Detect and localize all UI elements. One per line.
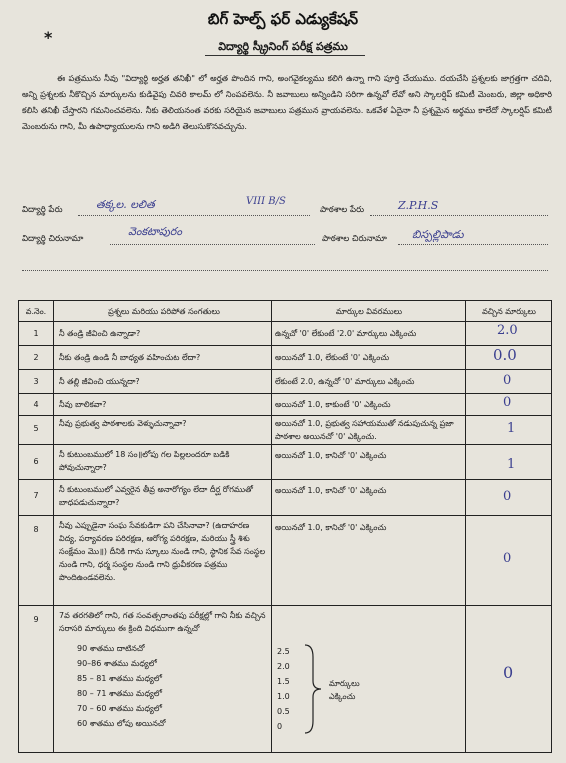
student-name-value[interactable]: తక్కల. లలిత [96, 198, 155, 211]
header-marks-details: మార్కుల వివరములు [335, 307, 403, 316]
percentage-ranges [77, 641, 267, 731]
score-item: 2.5 [277, 647, 290, 656]
school-address-label: పాఠశాల చిరునామా [322, 234, 387, 244]
range-item: 60 శాతము లోపు అయినచో [77, 719, 166, 728]
row-marks-value[interactable]: 0 [503, 373, 512, 388]
school-name-label: పాఠశాల పేరు [320, 205, 365, 215]
school-name-line [370, 215, 548, 216]
header-questions: ప్రశ్నలు మరియు పరిపోత సంగతులు [108, 307, 220, 316]
score-item: 0 [277, 722, 283, 731]
marks-entry-label: మార్కులు ఎక్కించు [329, 679, 360, 701]
row-marks-rule: అయినచో 1.0, కాకుంటే '0' ఎక్కించు [275, 400, 391, 409]
student-address-value[interactable]: వెంకటాపురం [128, 225, 182, 238]
row-question: నీ కుటుంబములో 18 సం॥లోపు గల పిల్లలందరూ బడికి పోవుచున్నారా? [59, 450, 230, 472]
score-item: 0.5 [277, 707, 290, 716]
range-item: 70 – 60 శాతము మధ్యలో [77, 704, 162, 713]
student-class-value[interactable]: VIII B/S [246, 196, 286, 207]
row-marks-value[interactable]: 0 [503, 551, 512, 566]
row-marks-rule: అయినచో 1.0, ప్రభుత్వ సహాయముతో నడుపుచున్న ప్రజా పాఠశాల అయినచో '0' ఎక్కించు. [275, 419, 454, 441]
score-item: 1.5 [277, 677, 290, 686]
row-marks-value[interactable]: 2.0 [497, 323, 518, 338]
row-question: 7వ తరగతిలో గాని, గత సంవత్సరాంతపు పరీక్షల్లో గాని నీకు వచ్చిన సరాసరి మార్కులు ఈ క్రింది విధముగా ఉన్నచో [59, 611, 266, 633]
row-number: 4 [33, 400, 39, 409]
student-address-line [110, 244, 315, 245]
row-marks-rule: అయినచో 1.0, లేకుంటే '0' ఎక్కించు [275, 353, 390, 362]
range-item: 90–86 శాతము మధ్యలో [77, 659, 157, 668]
student-address-label: విద్యార్థి చిరునామా [22, 234, 84, 244]
row-question: నీవు బాలికవా? [59, 400, 107, 409]
questions-table [18, 300, 552, 753]
row-marks-rule: అయినచో 1.0, కానిచో '0' ఎక్కించు [275, 486, 387, 495]
page-title: బిగ్ హెల్ప్ ఫర్ ఎడ్యుకేషన్ [207, 10, 359, 28]
header-marks-obtained: వచ్చిన మార్కులు [482, 307, 536, 316]
row-number: 2 [33, 353, 39, 362]
row-number: 8 [33, 525, 39, 534]
row-number: 5 [33, 424, 39, 433]
row-marks-value[interactable]: 0 [503, 489, 512, 504]
row-question: నీ తల్లి జీవించి యున్నదా? [59, 377, 140, 386]
range-item: 85 – 81 శాతము మధ్యలో [77, 674, 162, 683]
row-number: 7 [33, 491, 39, 500]
extra-dotted-line [22, 270, 548, 271]
row-number: 1 [33, 329, 39, 338]
row-number: 9 [33, 615, 39, 624]
student-name-line [78, 215, 310, 216]
school-address-line [398, 244, 548, 245]
row-question: నీ తండ్రి జీవించి ఉన్నాడా? [59, 329, 141, 338]
row-marks-value[interactable]: 0.0 [493, 346, 517, 364]
row-question: నీవు ప్రభుత్వ పాఠశాలకు వెళ్ళుచున్నావా? [59, 419, 187, 428]
row-marks-rule: అయినచో 1.0, కానిచో '0' ఎక్కించు [275, 523, 387, 532]
brace-icon [301, 643, 325, 735]
instructions-paragraph: ఈ పత్రమును నీవు "విద్యార్థి అర్హత తనిఖీ" లో అర్హత పొందిన గాని, అంగవైకల్యము కలిగి ఉన్నా గాని పూర్తి చేయుము. దయచేసి ప్రశ్నలకు జాగ్రత్తగా చదివి, అన్ని ప్రశ్నలకు నీకొచ్చిన మార్కులను కుడివైపు చివరి కాలమ్ లో నింపవలెను. నీ జవాబులు అన్నిండిని సరిగా ఉన్నవో లేవో అని స్కాలర్షిప్ కమిటీ మెంబరు, జిల్లా అధికారి కలిసి తనిఖీ చేస్తారని గమనించవలెను. నీకు తెలియనంత వరకు సరియైన జవాబులు పత్రమున వ్రాయవలెను. ఒకవేళ ఏదైనా నీ ప్రశ్నమైన అర్థము కాలేదో స్కాలర్షిప్ కమిటీ మెంబరును గాని, మీ ఉపాధ్యాయులను గాని అడిగి తెలుసుకొనవచ్చును. [22, 73, 552, 131]
row-question: నీకు తండ్రి ఉండి నీ బాధ్యత వహించుట లేదా? [59, 353, 201, 362]
header-serial: వ.నెం. [25, 307, 47, 316]
row-marks-value[interactable]: 0 [503, 395, 512, 410]
school-name-value[interactable]: Z.P.H.S [398, 199, 439, 212]
range-item: 80 – 71 శాతము మధ్యలో [77, 689, 162, 698]
row-marks-rule: అయినచో 1.0, కానిచో '0' ఎక్కించు [275, 451, 387, 460]
score-item: 2.0 [277, 662, 290, 671]
subtitle-underline [205, 55, 365, 56]
row-question: నీ కుటుంబములో ఎవ్వరైన తీవ్ర అనారోగ్యం లేదా దీర్ఘ రోగముతో బాధపడుచున్నారా? [59, 485, 253, 507]
row-number: 3 [33, 377, 39, 386]
school-address-value[interactable]: బిస్పల్లిపాడు [412, 228, 464, 241]
row-marks-value[interactable]: 0 [503, 663, 514, 682]
page-subtitle: విద్యార్థి స్క్రీనింగ్ పరీక్ష పత్రము [218, 40, 348, 53]
student-name-label: విద్యార్థి పేరు [22, 205, 63, 215]
handwritten-mark: * [44, 28, 53, 47]
row-marks-rule: లేకుంటే 2.0, ఉన్నచో '0' మార్కులు ఎక్కించు [275, 377, 415, 386]
row-marks-rule: ఉన్నచో '0' లేకుంటే '2.0' మార్కులు ఎక్కించు [275, 329, 417, 338]
score-item: 1.0 [277, 692, 290, 701]
row-number: 6 [33, 457, 39, 466]
row-question: నీవు ఎప్పుడైనా సంఘ సేవకుడిగా పని చేసినావా? (ఉదాహరణ విద్య, పర్యావరణ పరిరక్షణ, ఆరోగ్య పరిరక్షణ, మరియు స్త్రీ శిశు సంక్షేమం మొ॥) దీనికి గాను స్కూలు నుండి గాని, స్థానిక సేవ సంస్థల నుండి గాని, ధర్మ సంస్థల నుండి గాని ధ్రువీకరణ పత్రము పొందిఉండవలెను. [59, 521, 266, 582]
row-marks-value[interactable]: 1 [507, 457, 516, 472]
row-marks-value[interactable]: 1 [507, 421, 516, 436]
range-item: 90 శాతము దాటినచో [77, 644, 145, 653]
